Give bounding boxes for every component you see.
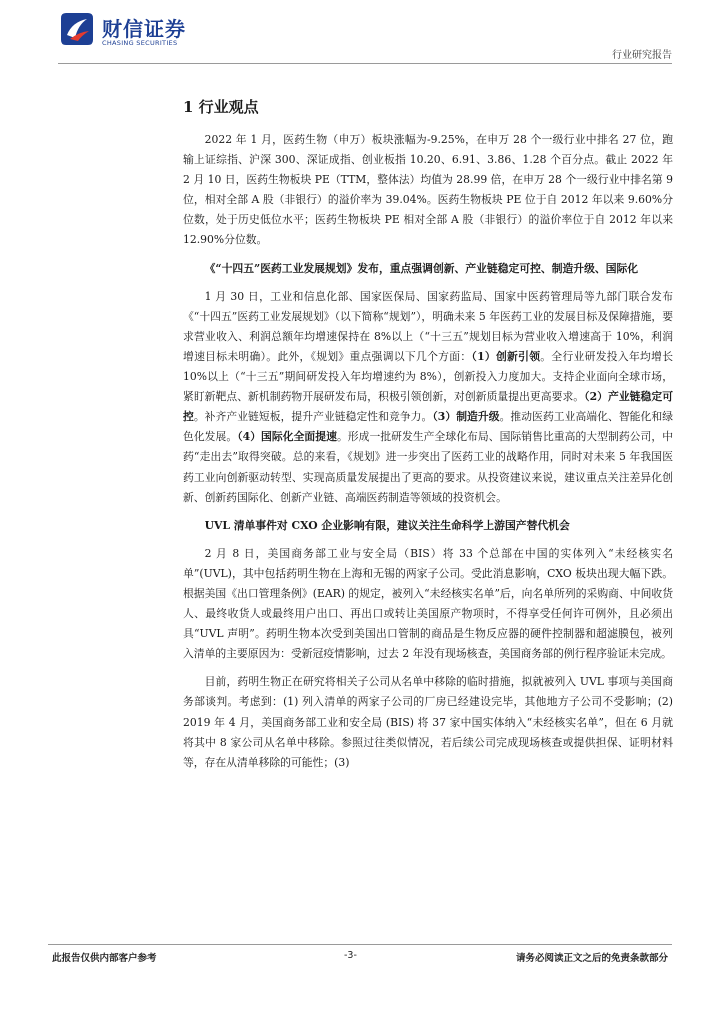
plan-point-supply-chain: （2）产业链稳定可控 — [183, 390, 673, 424]
paragraph-market-review: 2022 年 1 月，医药生物（申万）板块涨幅为-9.25%，在申万 28 个一级行业中排名 27 位，跑输上证综指、沪深 300、深证成指、创业板指 10.20、6.91、3.86、1.28 个百分点。截止 2022 年 2 月 10 日，医药生物板块 PE（TTM，整体法）均值为 28.99 倍，在申万 28 个一级行业中排名第 9 位，相对全部 A 股（非银行）的溢价率为 39.04%。医药生物板块 PE 位于自 2012 年以来 9.60%分位数，处于历史低位水平；医药生物板块 PE 相对全部 A 股（非银行）的溢价率位于自 2012 年以来 12.90%分位数。 — [183, 133, 673, 247]
plan-text-supply-chain: 。补齐产业链短板，提升产业链稳定性和竞争力。 — [193, 410, 433, 424]
plan-point-manufacturing: （3）制造升级 — [432, 410, 500, 424]
plan-point-innovation: （1）创新引领 — [471, 349, 541, 363]
paragraph-wuxi-biologics-response: 目前，药明生物正在研究将相关子公司从名单中移除的临时措施，拟就被列入 UVL 事项与美国商务部谈判。考虑到：(1) 列入清单的两家子公司的厂房已经建设完毕，其他地方子公司不受影响；(2) 2019 年 4 月，美国商务部工业和安全局 (BIS) 将 37 家中国实体纳入“未经核实名单”，但在 6 月就将其中 8 家公司从名单中移除。参照过往类似情况，若后续公司完成现场核查或提供担保、证明材料等，存在从清单移除的可能性；(3) — [183, 675, 673, 769]
page-header — [0, 0, 724, 66]
plan-text-internationalization: 。形成一批研发生产全球化布局、国际销售比重高的大型制药公司，中药“走出去”取得突破。总的来看，《规划》进一步突出了医药工业的战略作用，同时对未来 5 年我国医药工业向创新驱动转型、实现高质量发展提出了更高的要求。从投资建议来说，建议重点关注差异化创新、创新药国际化、创新产业链、高端医药制造等领域的投资机会。 — [183, 430, 673, 504]
logo-chinese-name: 财信证券 — [102, 17, 186, 41]
footer-divider — [48, 944, 672, 945]
logo-emblem-icon — [58, 10, 96, 48]
header-divider — [58, 63, 672, 64]
subheading-uvl-event: UVL 清单事件对 CXO 企业影响有限，建议关注生命科学上游国产替代机会 — [204, 518, 570, 532]
footer-disclaimer-right: 请务必阅读正文之后的免责条款部分 — [515, 953, 668, 964]
subheading-14th-five-year-plan: 《“十四五”医药工业发展规划》发布，重点强调创新、产业链稳定可控、制造升级、国际化 — [204, 261, 639, 275]
report-body — [183, 96, 673, 781]
section-title: 1 行业观点 — [183, 98, 259, 116]
company-logo — [58, 10, 208, 50]
logo-english-name: CHASING SECURITIES — [102, 39, 178, 47]
report-type-label: 行业研究报告 — [612, 50, 672, 61]
paragraph-plan-details — [183, 287, 673, 508]
footer-disclaimer-left: 此报告仅供内部客户参考 — [52, 953, 157, 964]
plan-text-innovation: 。全行业研发投入年均增长 10%以上（“十三五”期间研发投入年均增速约为 8%），创新投入力度加大。支持企业面向全球市场，紧盯新靶点、新机制药物开展研发布局，积极引领创新，对创新质量提出更高要求。 — [183, 349, 673, 404]
plan-point-internationalization: （4）国际化全面提速 — [237, 430, 337, 444]
plan-text-intro: 1 月 30 日，工业和信息化部、国家医保局、国家药监局、国家中医药管理局等九部门联合发布《“十四五”医药工业发展规划》（以下简称“规划”），明确未来 5 年医药工业的发展目标及保障措施，要求营业收入、利润总额年均增速保持在 8%以上（“十三五”规划目标为营业收入增速高于 10%，利润增速目标未明确）。此外，《规划》重点强调以下几个方面： — [183, 289, 673, 363]
page-number: -3- — [344, 950, 357, 961]
paragraph-uvl-event: 2 月 8 日，美国商务部工业与安全局（BIS）将 33 个总部在中国的实体列入“未经核实名单”(UVL)，其中包括药明生物在上海和无锡的两家子公司。受此消息影响，CXO 板块出现大幅下跌。根据美国《出口管理条例》(EAR) 的规定，被列入“未经核实名单”后，向名单所列的采购商、中间收货人、最终收货人或最终用户出口、再出口或转让美国原产物项时，不得享受任何许可例外，且必须出具“UVL 声明”。药明生物本次受到美国出口管制的商品是生物反应器的硬件控制器和超滤膜包，被列入清单的主要原因为：受新冠疫情影响，过去 2 年没有现场核查，美国商务部的例行程序验证未完成。 — [183, 546, 673, 661]
plan-text-manufacturing: 。推动医药工业高端化、智能化和绿色化发展。 — [183, 410, 673, 444]
